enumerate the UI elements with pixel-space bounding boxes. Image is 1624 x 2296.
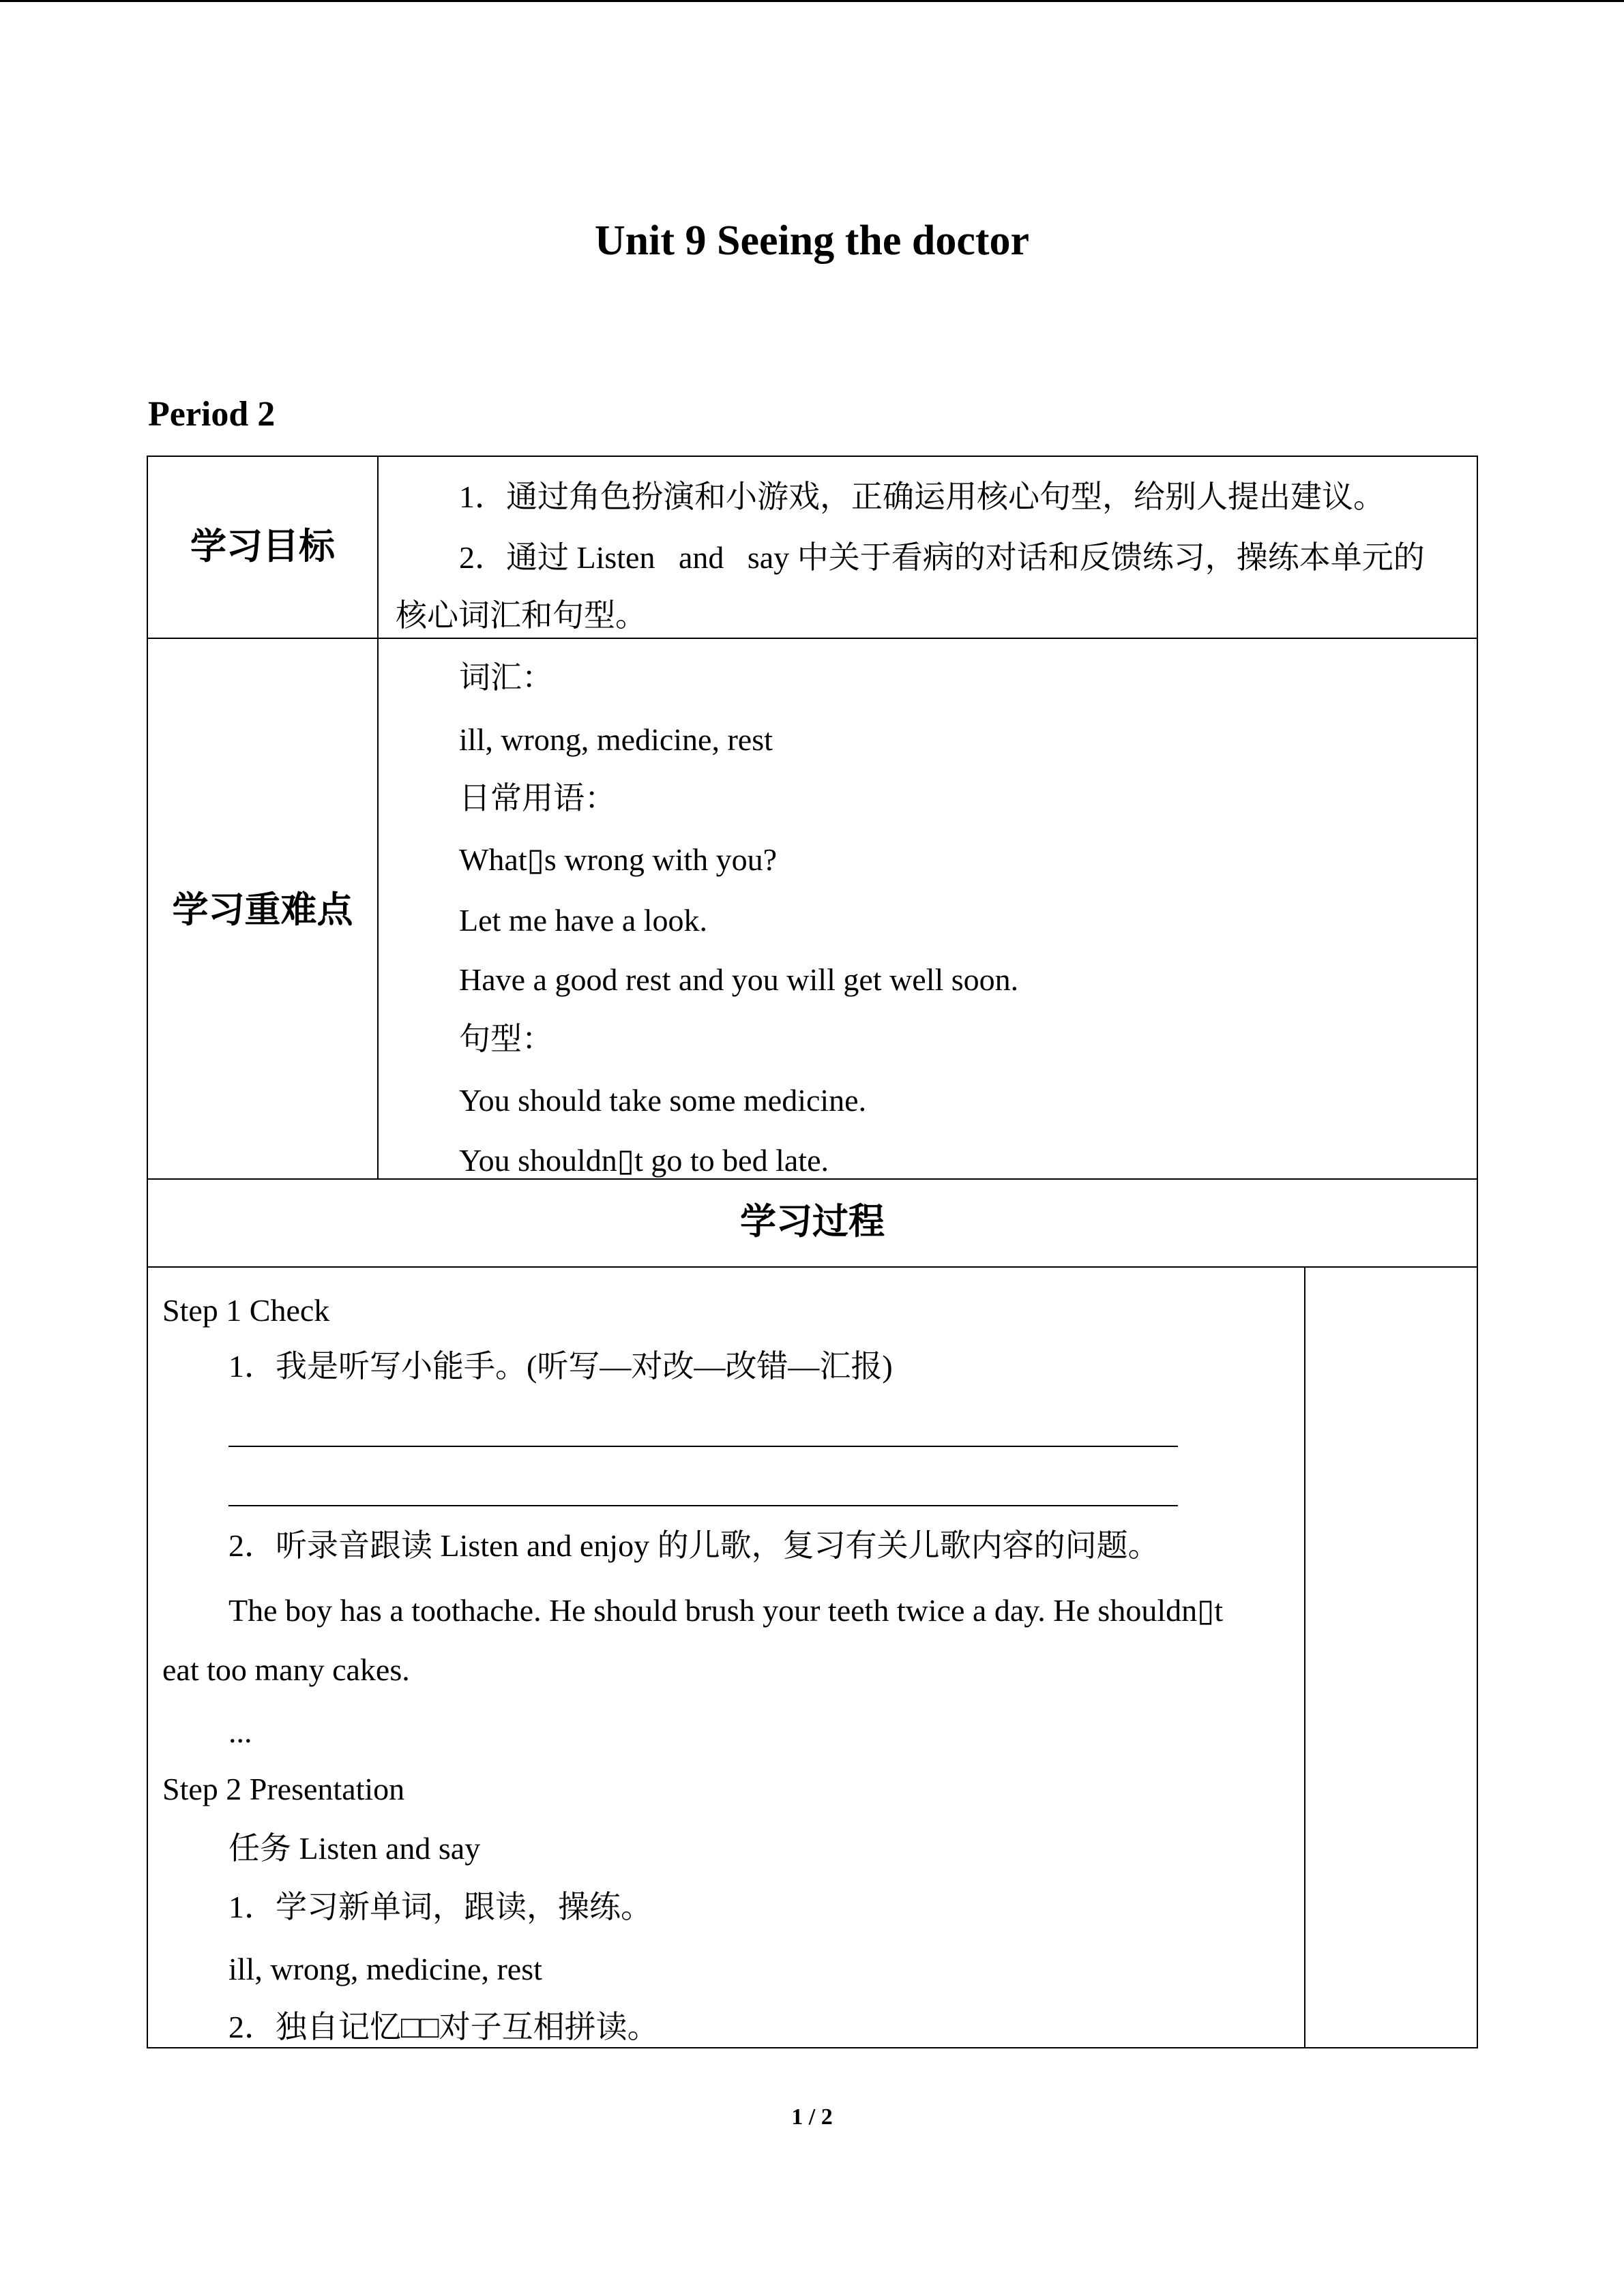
page-title: Unit 9 Seeing the doctor	[594, 218, 1030, 264]
dictation-blank-line	[228, 1505, 1178, 1506]
key-point-line: 句型：	[459, 1022, 553, 1056]
step-1-heading: Step 1 Check	[162, 1293, 330, 1328]
step-1-item-2: 2．听录音跟读 Listen and enjoy 的儿歌，复习有关儿歌内容的问题。	[228, 1528, 1160, 1563]
example-line-2: eat too many cakes.	[162, 1652, 410, 1687]
step-2-item-2: 2．独自记忆□□对子互相拼读。	[228, 2010, 659, 2044]
row-divider-process	[147, 1266, 1478, 1268]
process-label: 学习过程	[740, 1201, 885, 1242]
key-points-label: 学习重难点	[172, 889, 353, 931]
step-2-item-1: 1．学习新单词，跟读，操练。	[228, 1890, 652, 1924]
objective-line-1: 1．通过角色扮演和小游戏，正确运用核心句型，给别人提出建议。	[459, 479, 1385, 514]
task-line: 任务 Listen and say	[228, 1831, 481, 1866]
objective-line-2: 2．通过 Listen and say 中关于看病的对话和反馈练习，操练本单元的	[459, 540, 1425, 575]
key-point-line: 词汇：	[459, 660, 553, 695]
step-2-heading: Step 2 Presentation	[162, 1772, 405, 1806]
objective-line-3: 核心词汇和句型。	[396, 598, 647, 633]
ellipsis: ...	[228, 1714, 252, 1749]
step-1-item-1: 1．我是听写小能手。(听写—对改—改错—汇报)	[228, 1349, 893, 1384]
objectives-label: 学习目标	[190, 526, 335, 567]
dictation-blank-line	[228, 1446, 1178, 1447]
notes-column-divider	[1304, 1266, 1305, 2048]
example-line-1: The boy has a toothache. He should brush your teeth twice a day. He shouldn▯t	[228, 1593, 1224, 1628]
page-number: 1 / 2	[791, 2104, 833, 2130]
key-point-line: What▯s wrong with you?	[459, 842, 778, 877]
period-heading: Period 2	[148, 395, 276, 434]
key-point-line: You shouldn▯t go to bed late.	[459, 1143, 829, 1178]
key-point-line: ill, wrong, medicine, rest	[459, 722, 773, 757]
label-column-divider	[377, 456, 379, 1179]
key-point-line: 日常用语：	[459, 781, 616, 816]
vocab-line: ill, wrong, medicine, rest	[228, 1952, 542, 1986]
row-divider-objectives	[147, 638, 1478, 639]
top-rule	[0, 0, 1624, 2]
key-point-line: You should take some medicine.	[459, 1083, 867, 1118]
key-point-line: Let me have a look.	[459, 903, 708, 938]
key-point-line: Have a good rest and you will get well soon.	[459, 962, 1019, 997]
